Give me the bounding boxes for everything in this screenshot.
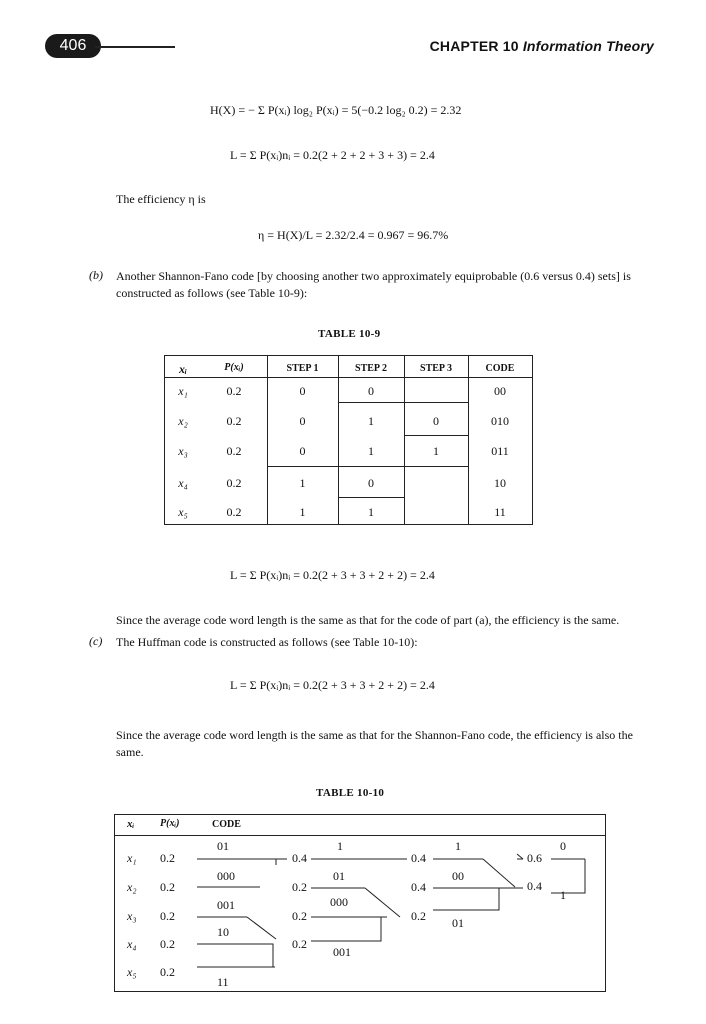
- t9-row3-s3: 1: [433, 444, 439, 458]
- t10-stage2-bit-3: 01: [452, 916, 464, 930]
- t9-row5-p: 0.2: [226, 505, 242, 519]
- t9-row2-s2: 1: [368, 414, 374, 428]
- t10-stage1-value-3: 0.2: [292, 909, 307, 923]
- efficiency-intro: The efficiency η is: [116, 192, 206, 206]
- t10-row5-x: x₅: [127, 965, 137, 979]
- t9-header-step2: STEP 2: [355, 363, 387, 374]
- header-rule: [95, 46, 175, 48]
- t10-row5-code: 11: [217, 975, 229, 989]
- t9-row2-s3: 0: [433, 414, 439, 428]
- t9-row3-s1: 0: [299, 444, 306, 458]
- part-c-label: (c): [89, 634, 103, 648]
- t10-stage1-value-4: 0.2: [292, 937, 307, 951]
- t10-row1-p: 0.2: [160, 851, 175, 865]
- chapter-title: Information Theory: [522, 38, 654, 54]
- t10-row3-x: x₃: [127, 909, 137, 923]
- t9-row2-p: 0.2: [226, 414, 242, 428]
- t10-stage3-bit-2: 1: [560, 888, 566, 902]
- t10-stage2-value-1: 0.4: [411, 851, 426, 865]
- part-b-label: (b): [89, 268, 103, 282]
- t10-row4-p: 0.2: [160, 937, 175, 951]
- t10-row2-x: x₂: [127, 880, 137, 894]
- t9-row5-x: x₅: [178, 505, 188, 519]
- t9-row1-x: x₁: [178, 384, 188, 398]
- t9-row1-p: 0.2: [226, 384, 242, 398]
- table-10-10: [114, 814, 606, 992]
- t9-header-step3: STEP 3: [420, 363, 452, 374]
- huffman-merge-lines: [115, 815, 605, 991]
- t9-row3-p: 0.2: [226, 444, 242, 458]
- chapter-heading: [430, 38, 654, 54]
- t9-row4-p: 0.2: [226, 476, 242, 490]
- t9-row4-code: 10: [494, 476, 506, 490]
- t10-row1-code: 01: [217, 839, 229, 853]
- t10-stage1-bit-4: 001: [333, 945, 351, 959]
- t10-header-x: xᵢ: [127, 818, 135, 830]
- t10-header-p: P(xᵢ): [160, 818, 180, 829]
- t9-header-step1: STEP 1: [286, 363, 319, 374]
- t10-stage2-bit-2: 00: [452, 869, 464, 883]
- t9-row3-x: x₃: [178, 444, 188, 458]
- t9-row1-code: 00: [494, 384, 506, 398]
- t9-row5-code: 11: [494, 505, 506, 519]
- t9-row4-s2: 0: [368, 476, 374, 490]
- t10-row1-x: x₁: [127, 851, 137, 865]
- part-b-paragraph: Another Shannon-Fano code [by choosing another two approximately equiprobable (0.6 versus 0.4) sets] is constructed as follows (see Table 10-9):: [116, 269, 631, 300]
- t10-stage3-bit-1: 0: [560, 839, 566, 853]
- t9-row1-s2: 0: [368, 384, 374, 398]
- t10-stage2-bit-1: 1: [455, 839, 461, 853]
- t10-stage1-value-2: 0.2: [292, 880, 307, 894]
- t10-stage3-value-1: 0.6: [527, 851, 542, 865]
- chapter-label: CHAPTER 10: [429, 38, 519, 54]
- part-b-conclusion: Since the average code word length is the same as that for the code of part (a), the efficiency is the same.: [116, 613, 620, 627]
- efficiency-equation: η = H(X)/L = 2.32/2.4 = 0.967 = 96.7%: [258, 228, 449, 242]
- t9-row1-s1: 0: [299, 384, 306, 398]
- t10-stage1-bit-2: 01: [333, 869, 345, 883]
- t9-row4-s1: 1: [299, 476, 306, 490]
- t9-row5-s1: 1: [299, 505, 306, 519]
- t10-row2-p: 0.2: [160, 880, 175, 894]
- t9-row4-x: x₄: [178, 476, 188, 490]
- t9-row3-s2: 1: [368, 444, 374, 458]
- t10-stage3-value-2: 0.4: [527, 879, 542, 893]
- t9-row5-s2: 1: [368, 505, 374, 519]
- t10-stage1-bit-1: 1: [337, 839, 343, 853]
- t10-row4-x: x₄: [127, 937, 137, 951]
- avg-length-equation-b: L = Σ P(xᵢ)nᵢ = 0.2(2 + 3 + 3 + 2 + 2) = 2.4: [230, 568, 435, 582]
- part-c-conclusion: Since the average code word length is the same as that for the Shannon-Fano code, the efficiency is also the same.: [116, 728, 633, 759]
- t9-row2-s1: 0: [299, 414, 306, 428]
- t10-stage2-value-3: 0.2: [411, 909, 426, 923]
- t10-row3-p: 0.2: [160, 909, 175, 923]
- part-c-paragraph: The Huffman code is constructed as follows (see Table 10-10):: [116, 635, 418, 649]
- t9-row2-code: 010: [491, 414, 509, 428]
- t9-header-code: CODE: [485, 363, 515, 374]
- t9-row2-x: x₂: [178, 414, 188, 428]
- t9-row3-code: 011: [491, 444, 509, 458]
- t10-header-code: CODE: [212, 819, 241, 830]
- t10-stage1-bit-3: 000: [330, 895, 348, 909]
- t10-row3-code: 001: [217, 898, 235, 912]
- entropy-equation: H(X) = − Σ P(xᵢ) log₂ P(xᵢ) = 5(−0.2 log₂ 0.2) = 2.32: [210, 103, 462, 117]
- t9-header-x: xᵢ: [178, 362, 188, 376]
- page-number-badge: 406: [45, 34, 101, 58]
- table-10-9-title: TABLE 10-9: [318, 328, 381, 340]
- avg-length-equation-a: L = Σ P(xᵢ)nᵢ = 0.2(2 + 2 + 2 + 3 + 3) = 2.4: [230, 148, 435, 162]
- t10-stage2-value-2: 0.4: [411, 880, 426, 894]
- t10-row4-code: 10: [217, 925, 229, 939]
- table-10-10-title: TABLE 10-10: [316, 787, 385, 799]
- avg-length-equation-c: L = Σ P(xᵢ)nᵢ = 0.2(2 + 3 + 3 + 2 + 2) = 2.4: [230, 678, 435, 692]
- table-10-9: [164, 355, 533, 525]
- t10-stage1-value-1: 0.4: [292, 851, 307, 865]
- t9-header-p: P(xᵢ): [224, 362, 244, 373]
- t10-row2-code: 000: [217, 869, 235, 883]
- t10-row5-p: 0.2: [160, 965, 175, 979]
